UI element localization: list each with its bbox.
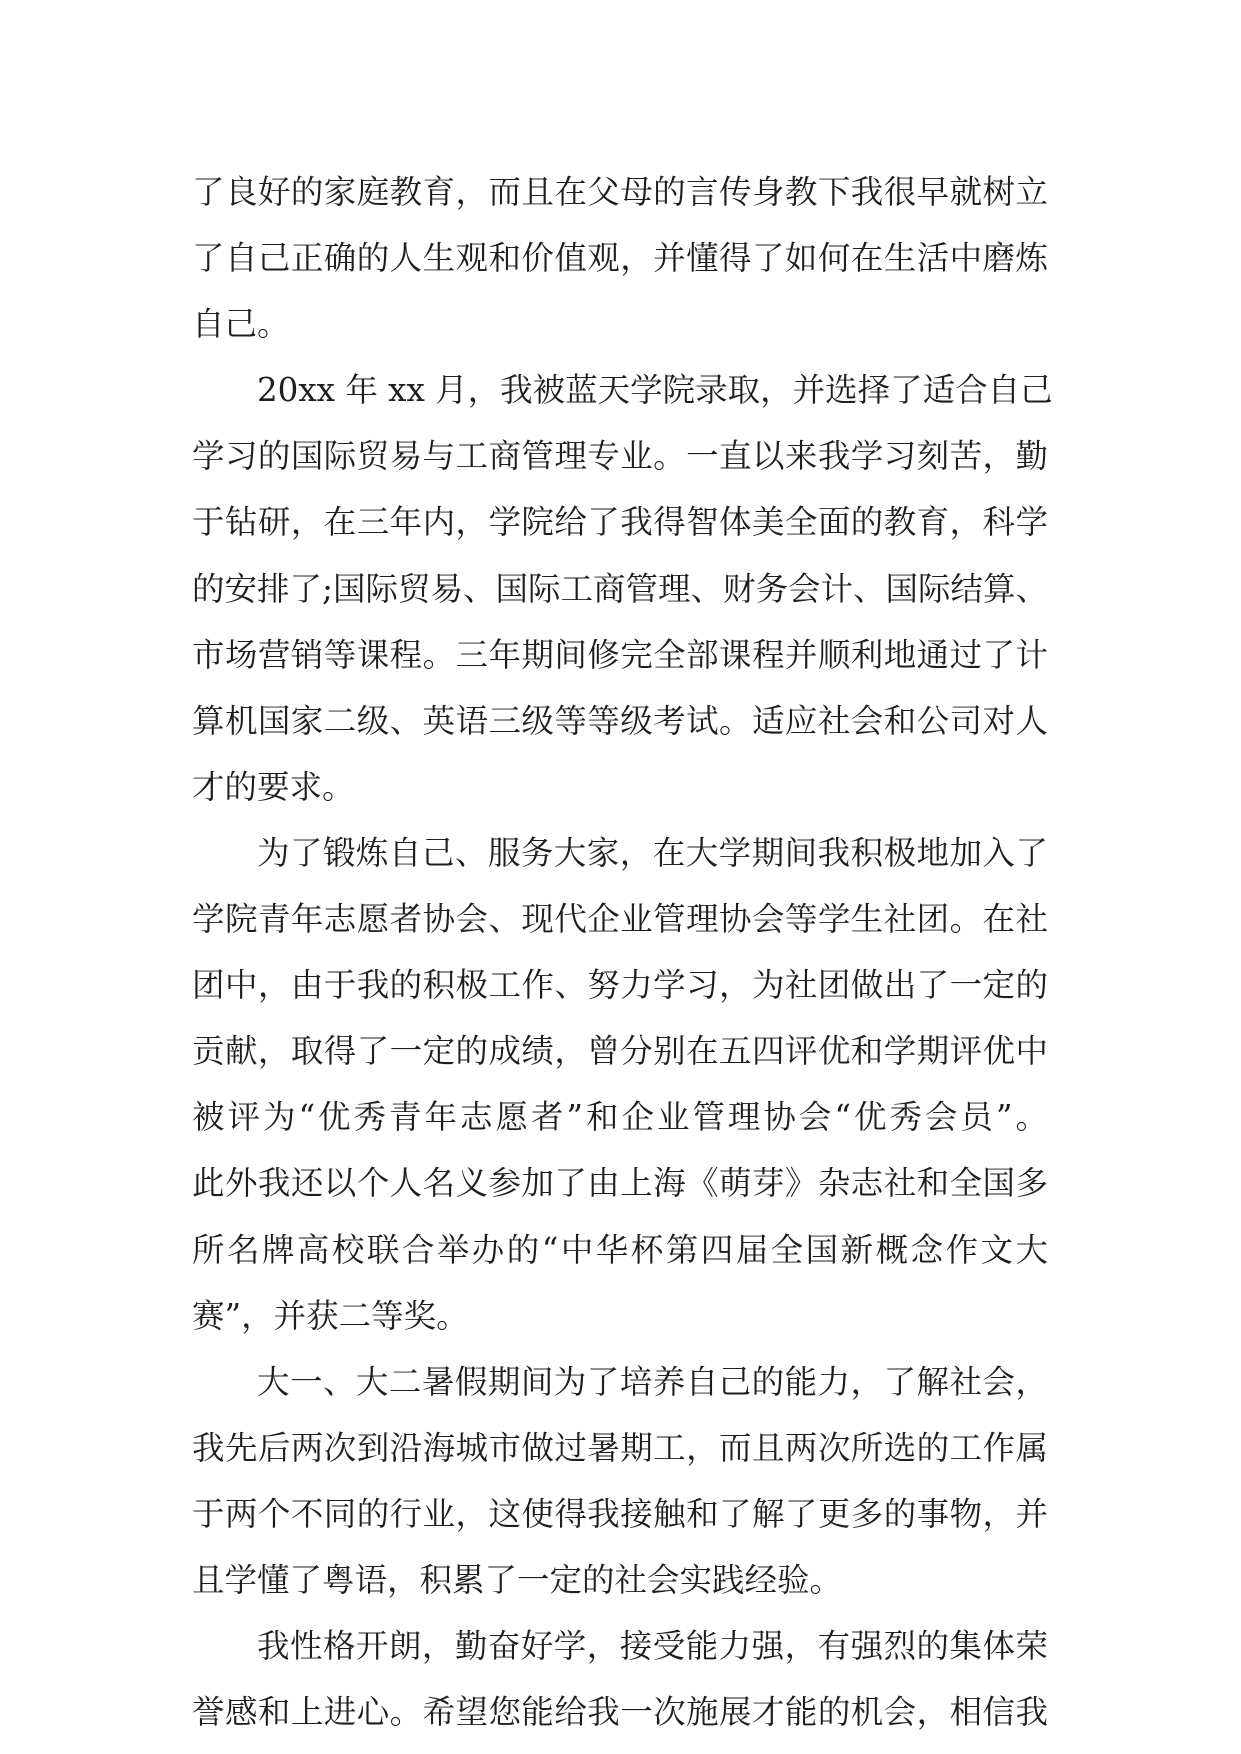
paragraph-5-line-2: 誉感和上进心。希望您能给我一次施展才能的机会，相信我	[192, 1693, 1048, 1732]
paragraph-4-line-4: 且学懂了粤语，积累了一定的社会实践经验。	[192, 1560, 843, 1599]
paragraph-3-line-6: 此外我还以个人名义参加了由上海《萌芽》杂志社和全国多	[192, 1164, 1048, 1203]
paragraph-3-line-4: 贡献，取得了一定的成绩，曾分别在五四评优和学期评优中	[192, 1032, 1048, 1071]
paragraph-5-line-1: 我性格开朗，勤奋好学，接受能力强，有强烈的集体荣	[257, 1627, 1048, 1666]
paragraph-2-line-3: 于钻研，在三年内，学院给了我得智体美全面的教育，科学	[192, 503, 1048, 542]
paragraph-1-line-1: 了良好的家庭教育，而且在父母的言传身教下我很早就树立	[192, 173, 1048, 211]
paragraph-1-line-3: 自己。	[192, 305, 290, 344]
paragraph-3-line-2: 学院青年志愿者协会、现代企业管理协会等学生社团。在社	[192, 900, 1048, 939]
paragraph-3-line-5: 被评为“优秀青年志愿者”和企业管理协会“优秀会员”。	[192, 1098, 1048, 1137]
paragraph-3-line-3: 团中，由于我的积极工作、努力学习，为社团做出了一定的	[192, 966, 1048, 1005]
letter-body	[192, 159, 1053, 1745]
paragraph-2-line-5: 市场营销等课程。三年期间修完全部课程并顺利地通过了计	[192, 635, 1048, 674]
paragraph-3-line-7: 所名牌高校联合举办的“中华杯第四届全国新概念作文大	[192, 1230, 1048, 1269]
paragraph-2-line-4: 的安排了;国际贸易、国际工商管理、财务会计、国际结算、	[192, 569, 1048, 608]
paragraph-4-line-1: 大一、大二暑假期间为了培养自己的能力，了解社会，	[257, 1362, 1048, 1401]
paragraph-2-line-2: 学习的国际贸易与工商管理专业。一直以来我学习刻苦，勤	[192, 437, 1048, 476]
paragraph-1-line-2: 了自己正确的人生观和价值观，并懂得了如何在生活中磨炼	[192, 239, 1048, 278]
paragraph-4-line-2: 我先后两次到沿海城市做过暑期工，而且两次所选的工作属	[192, 1428, 1048, 1467]
paragraph-4-line-3: 于两个不同的行业，这使得我接触和了解了更多的事物，并	[192, 1494, 1048, 1533]
paragraph-3-line-8: 赛”，并获二等奖。	[192, 1296, 469, 1335]
paragraph-3-line-1: 为了锻炼自己、服务大家，在大学期间我积极地加入了	[257, 833, 1048, 872]
paragraph-2-line-1: 20xx 年 xx 月，我被蓝天学院录取，并选择了适合自己	[257, 371, 1053, 410]
paragraph-2-line-7: 才的要求。	[192, 767, 355, 806]
paragraph-2-line-6: 算机国家二级、英语三级等等级考试。适应社会和公司对人	[192, 701, 1048, 740]
